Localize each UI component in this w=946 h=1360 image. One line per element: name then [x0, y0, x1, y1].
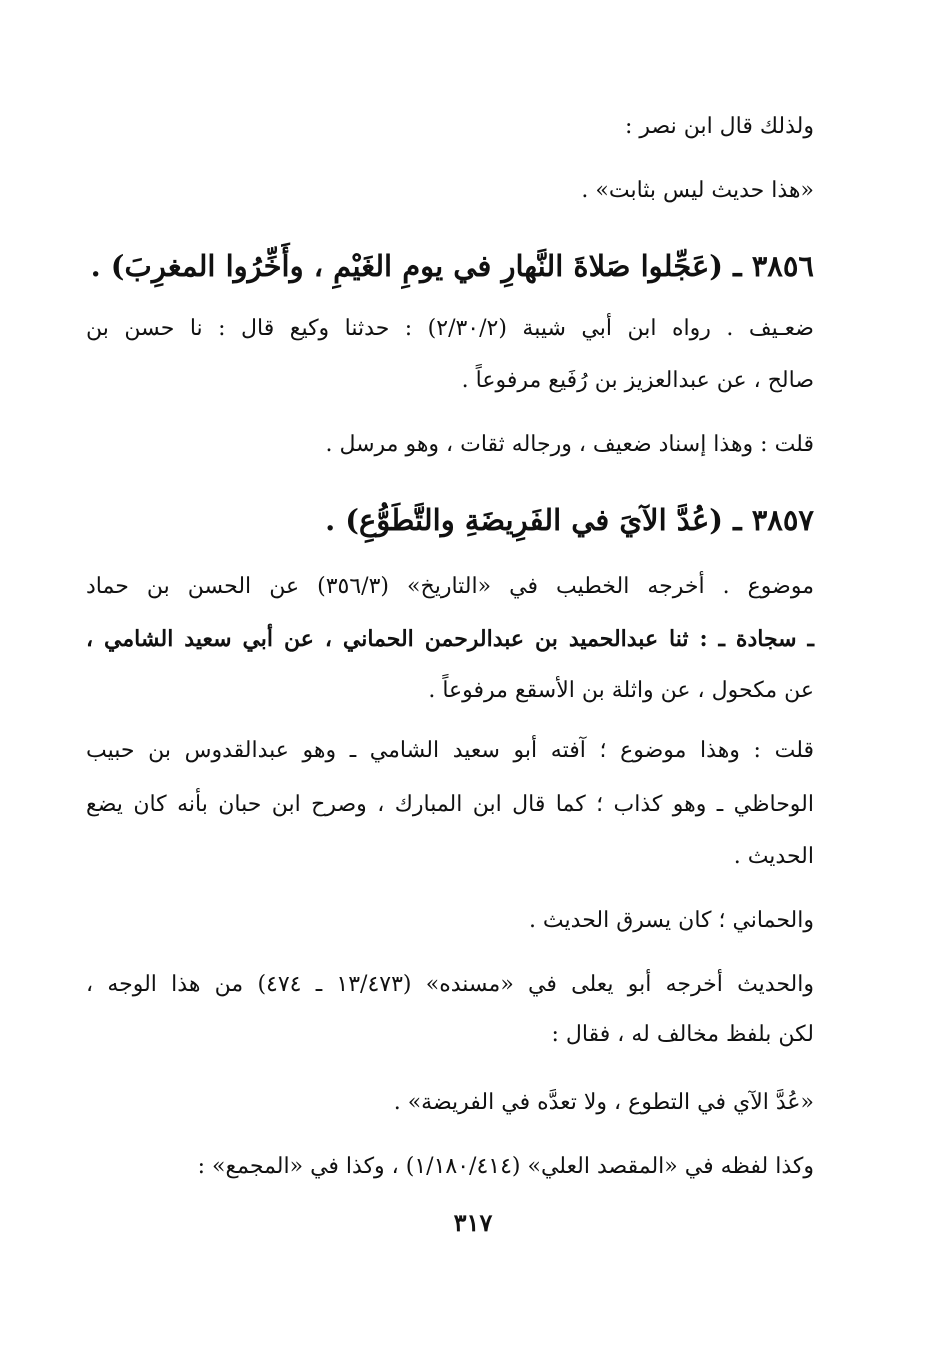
text-line: ـ سجادة ـ : ثنا عبدالحميد بن عبدالرحمن الحماني ، عن أبي سعيد الشامي ، — [86, 626, 814, 652]
text-line: ضعـيف . رواه ابن أبي شيبة (٢/٣٠/٢) : حدثنا وكيع قال : نا حسن بن — [86, 316, 814, 341]
text-line: الحديث . — [733, 844, 814, 869]
page-number: ٣١٧ — [453, 1208, 493, 1237]
text-line: موضوع . أخرجه الخطيب في «التاريخ» (٣٥٦/٣) عن الحسن بن حماد — [86, 574, 814, 599]
text-line: ولذلك قال ابن نصر : — [624, 114, 814, 139]
quoted-text-line: «عُدَّ الآي في التطوع ، ولا تعدَّه في الفريضة» . — [393, 1090, 814, 1115]
text-line: لكن بلفظ مخالف له ، فقال : — [551, 1022, 814, 1047]
text-line: قلت : وهذا إسناد ضعيف ، ورجاله ثقات ، وهو مرسل . — [325, 432, 814, 457]
hadith-heading: ٣٨٥٧ ـ (عُدَّ الآيَ في الفَرِيضَةِ والتَّطَوُّعِ) . — [325, 503, 814, 537]
text-line: والحماني ؛ كان يسرق الحديث . — [528, 908, 814, 933]
text-line: «هذا حديث ليس بثابت» . — [581, 178, 814, 203]
text-line: عن مكحول ، عن واثلة بن الأسقع مرفوعاً . — [428, 678, 814, 703]
text-line: قلت : وهذا موضوع ؛ آفته أبو سعيد الشامي ـ وهو عبدالقدوس بن حبيب — [86, 738, 814, 763]
text-line: والحديث أخرجه أبو يعلى في «مسنده» (١٣/٤٧٣ ـ ٤٧٤) من هذا الوجه ، — [86, 972, 814, 997]
hadith-heading: ٣٨٥٦ ـ (عَجِّلوا صَلاةَ النَّهارِ في يومِ الغَيْمِ ، وأَخِّرُوا المغرِبَ) . — [90, 249, 814, 283]
text-line: صالح ، عن عبدالعزيز بن رُفَيع مرفوعاً . — [461, 368, 814, 393]
text-line: وكذا لفظه في «المقصد العلي» (١/١٨٠/٤١٤) ، وكذا في «المجمع» : — [197, 1154, 814, 1179]
text-line: الوحاظي ـ وهو كذاب ؛ كما قال ابن المبارك ، وصرح ابن حبان بأنه كان يضع — [86, 792, 814, 817]
